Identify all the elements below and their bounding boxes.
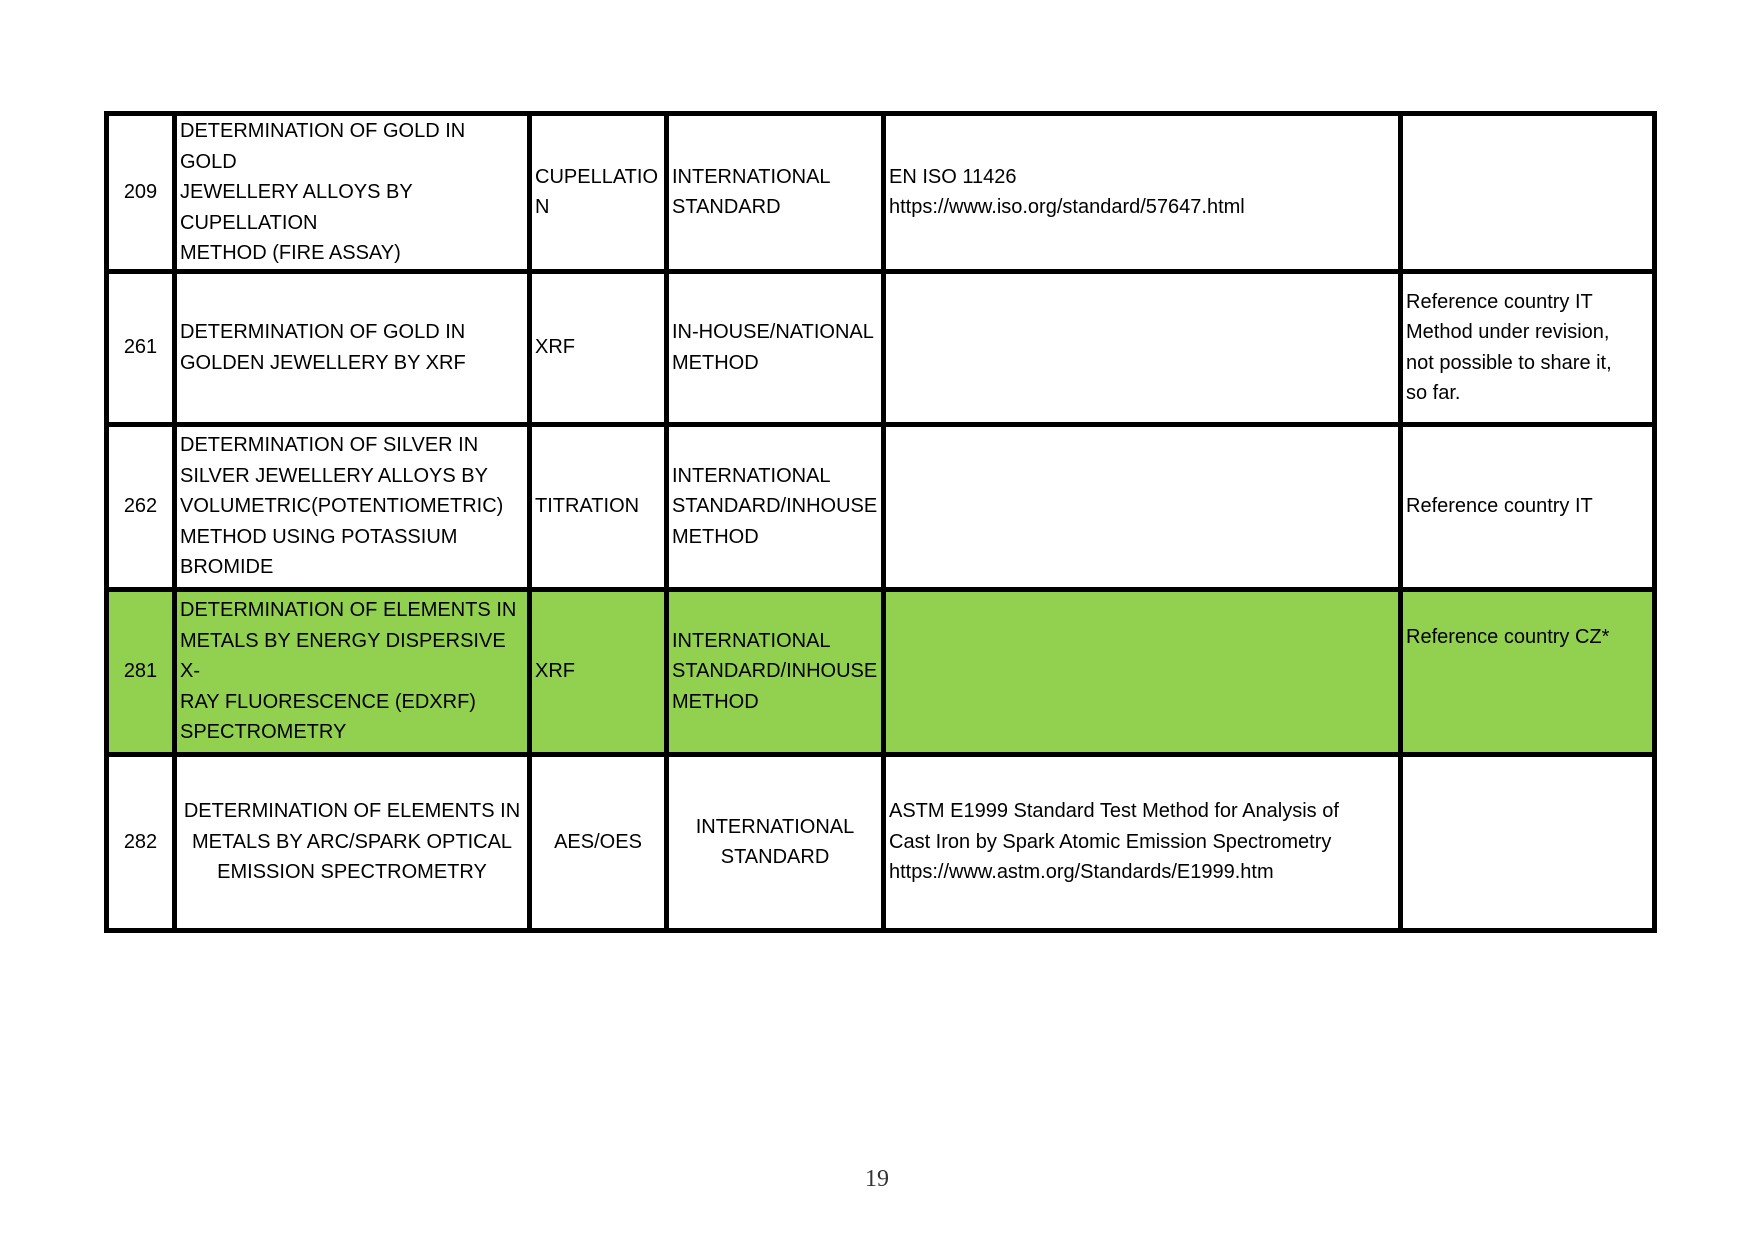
remarks-line: Reference country IT — [1406, 495, 1593, 518]
determination-line: METHOD (FIRE ASSAY) — [180, 242, 401, 264]
reference-cell — [884, 754, 1401, 930]
method-type-cell — [667, 754, 884, 930]
method-type-line: STANDARD/INHOUSE — [672, 495, 878, 518]
determination-cell — [175, 754, 530, 930]
determination-line: VOLUMETRIC(POTENTIOMETRIC) — [180, 495, 504, 518]
determination-line: DETERMINATION OF ELEMENTS IN — [180, 599, 517, 622]
method-type-line: INTERNATIONAL — [672, 629, 831, 652]
technique-line: N — [535, 196, 550, 219]
technique-cell — [530, 424, 667, 589]
remarks-line: so far. — [1406, 382, 1461, 404]
method-type-line: STANDARD/INHOUSE — [672, 660, 878, 683]
technique-line: XRF — [535, 660, 575, 683]
reference-link[interactable]: https://www.iso.org/standard/57647.html — [889, 196, 1245, 219]
method-type-line: INTERNATIONAL — [695, 815, 855, 838]
determination-line: RAY FLUORESCENCE (EDXRF) — [180, 690, 476, 713]
page-number: 19 — [865, 1166, 889, 1192]
technique-cell — [530, 114, 667, 272]
method-type-cell — [667, 114, 884, 272]
reference-cell — [884, 424, 1401, 589]
determination-line: EMISSION SPECTROMETRY — [217, 861, 487, 884]
determination-line: METALS BY ENERGY DISPERSIVE X- — [180, 629, 506, 683]
table-row — [107, 754, 1655, 930]
method-type-cell — [667, 589, 884, 754]
technique-line: AES/OES — [554, 830, 642, 853]
table-row — [107, 114, 1655, 272]
remarks-line: not possible to share it, — [1406, 351, 1612, 374]
determination-line: DETERMINATION OF ELEMENTS IN — [183, 800, 521, 823]
method-type-line: METHOD — [672, 690, 759, 713]
determination-line: DETERMINATION OF SILVER IN — [180, 434, 479, 457]
determination-line: SILVER JEWELLERY ALLOYS BY — [180, 464, 488, 487]
determination-line: METALS BY ARC/SPARK OPTICAL — [191, 830, 513, 853]
remarks-cell — [1401, 271, 1655, 424]
technique-cell — [530, 271, 667, 424]
determination-cell — [175, 114, 530, 272]
reference-link[interactable]: https://www.astm.org/Standards/E1999.htm — [889, 861, 1274, 884]
table-row — [107, 424, 1655, 589]
determination-line: DETERMINATION OF GOLD IN GOLD — [180, 120, 466, 173]
row-number: 262 — [107, 424, 175, 589]
table-row — [107, 271, 1655, 424]
determination-line: DETERMINATION OF GOLD IN — [180, 321, 466, 343]
row-number: 282 — [107, 754, 175, 930]
remarks-cell — [1401, 114, 1655, 272]
row-number: 261 — [107, 271, 175, 424]
table-row-highlighted — [107, 589, 1655, 754]
method-type-line: STANDARD — [672, 196, 781, 219]
reference-line: Cast Iron by Spark Atomic Emission Spectrometry — [889, 830, 1332, 853]
determination-line: BROMIDE — [180, 556, 274, 579]
method-type-line: STANDARD — [720, 846, 830, 868]
technique-cell — [530, 589, 667, 754]
remarks-cell — [1401, 424, 1655, 589]
technique-line: XRF — [535, 336, 575, 359]
reference-cell — [884, 589, 1401, 754]
methods-table — [104, 111, 1657, 933]
remarks-line: Method under revision, — [1406, 321, 1610, 343]
method-type-line: METHOD — [672, 525, 759, 548]
remarks-cell — [1401, 754, 1655, 930]
reference-cell — [884, 114, 1401, 272]
reference-cell — [884, 271, 1401, 424]
method-type-line: INTERNATIONAL — [672, 165, 831, 188]
method-type-line: INTERNATIONAL — [672, 464, 831, 487]
determination-line: JEWELLERY ALLOYS BY CUPELLATION — [180, 181, 413, 234]
method-type-cell — [667, 271, 884, 424]
method-type-cell — [667, 424, 884, 589]
remarks-line: Reference country IT — [1406, 290, 1593, 313]
determination-line: METHOD USING POTASSIUM — [180, 525, 458, 548]
technique-cell — [530, 754, 667, 930]
determination-cell — [175, 589, 530, 754]
reference-line: EN ISO 11426 — [889, 165, 1017, 188]
determination-cell — [175, 271, 530, 424]
method-type-line: METHOD — [672, 351, 759, 374]
remarks-line: Reference country CZ* — [1406, 625, 1610, 648]
remarks-cell — [1401, 589, 1655, 754]
method-type-line: IN-HOUSE/NATIONAL — [672, 321, 874, 343]
row-number: 281 — [107, 589, 175, 754]
reference-line: ASTM E1999 Standard Test Method for Analysis of — [889, 800, 1339, 823]
technique-line: CUPELLATIO — [535, 165, 658, 188]
determination-line: SPECTROMETRY — [180, 721, 347, 744]
row-number: 209 — [107, 114, 175, 272]
determination-cell — [175, 424, 530, 589]
determination-line: GOLDEN JEWELLERY BY XRF — [180, 351, 466, 374]
technique-line: TITRATION — [535, 495, 640, 518]
